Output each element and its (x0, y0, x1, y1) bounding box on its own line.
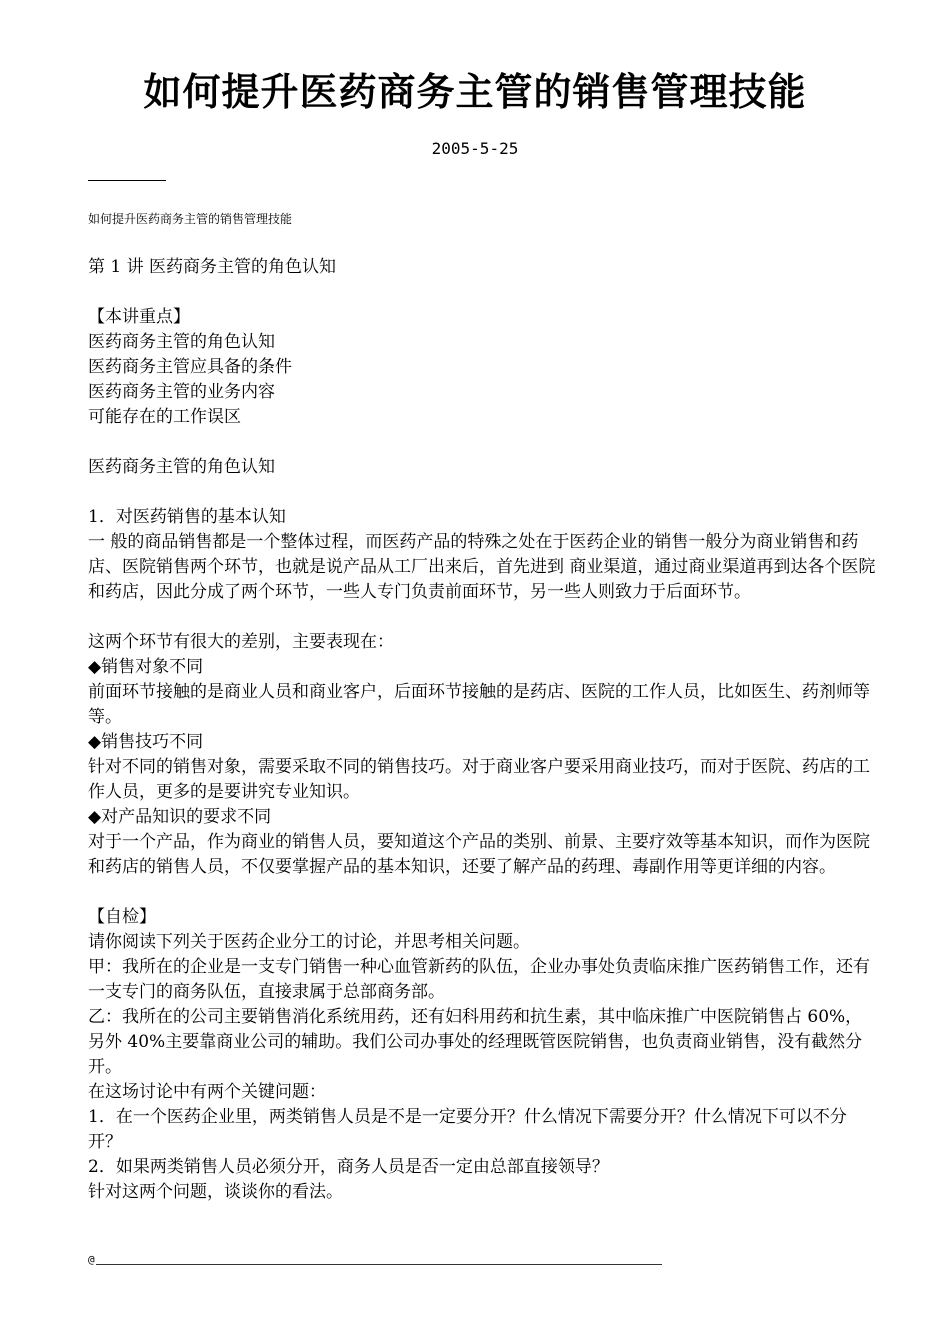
section-heading: 医药商务主管的角色认知 (88, 457, 275, 477)
paragraph: 针对这两个问题，谈谈你的看法。 (88, 1182, 343, 1202)
paragraph: 前面环节接触的是商业人员和商业客户，后面环节接触的是药店、医院的工作人员，比如医生、药剂师等等。 (88, 682, 870, 727)
document-title: 如何提升医药商务主管的销售管理技能 (143, 70, 807, 114)
document-date: 2005-5-25 (431, 139, 519, 158)
bullet-heading: ◆对产品知识的要求不同 (88, 807, 272, 827)
key-point-item: 医药商务主管应具备的条件 (88, 357, 292, 377)
key-point-item: 医药商务主管的角色认知 (88, 332, 275, 352)
answer-line (88, 1252, 662, 1268)
paragraph: 请你阅读下列关于医药企业分工的讨论，并思考相关问题。 (88, 932, 530, 952)
answer-underline (96, 1264, 662, 1265)
paragraph: 对于一个产品，作为商业的销售人员，要知道这个产品的类别、前景、主要疗效等基本知识，而作为医院和药店的销售人员，不仅要掌握产品的基本知识，还要了解产品的药理、毒副作用等更详细的内容。 (88, 832, 870, 877)
self-check-label: 【自检】 (88, 907, 156, 927)
document-subtitle: 如何提升医药商务主管的销售管理技能 (88, 212, 293, 226)
paragraph: 针对不同的销售对象，需要采取不同的销售技巧。对于商业客户要采用商业技巧，而对于医院、药店的工作人员，更多的是要讲究专业知识。 (88, 757, 870, 802)
bullet-heading: ◆销售技巧不同 (88, 732, 204, 752)
paragraph: 甲：我所在的企业是一支专门销售一种心血管新药的队伍，企业办事处负责临床推广医药销售工作，还有一支专门的商务队伍，直接隶属于总部商务部。 (88, 957, 870, 1002)
question-item: 2．如果两类销售人员必须分开，商务人员是否一定由总部直接领导？ (88, 1157, 609, 1177)
key-point-item: 可能存在的工作误区 (88, 407, 241, 427)
paragraph: 在这场讨论中有两个关键问题： (88, 1082, 326, 1102)
separator-line (88, 180, 166, 181)
answer-marker: @ (88, 1253, 95, 1266)
document-body (88, 255, 878, 1205)
sub-heading: 1．对医药销售的基本认知 (88, 507, 286, 527)
key-point-item: 医药商务主管的业务内容 (88, 382, 275, 402)
paragraph: 这两个环节有很大的差别，主要表现在： (88, 632, 394, 652)
paragraph: 乙：我所在的公司主要销售消化系统用药，还有妇科用药和抗生素，其中临床推广中医院销售占 60%，另外 40%主要靠商业公司的辅助。我们公司办事处的经理既管医院销售，也负责商业销售，没有截然分开。 (88, 1007, 863, 1077)
lecture-heading: 第 1 讲 医药商务主管的角色认知 (88, 257, 337, 277)
key-points-label: 【本讲重点】 (88, 307, 190, 327)
bullet-heading: ◆销售对象不同 (88, 657, 204, 677)
question-item: 1．在一个医药企业里，两类销售人员是不是一定要分开？什么情况下需要分开？什么情况下可以不分开？ (88, 1107, 847, 1152)
paragraph: 一 般的商品销售都是一个整体过程，而医药产品的特殊之处在于医药企业的销售一般分为商业销售和药店、医院销售两个环节，也就是说产品从工厂出来后，首先进到 商业渠道，通过商业渠道再到达各个医院和药店，因此分成了两个环节，一些人专门负责前面环节，另一些人则致力于后面环节。 (88, 532, 876, 602)
